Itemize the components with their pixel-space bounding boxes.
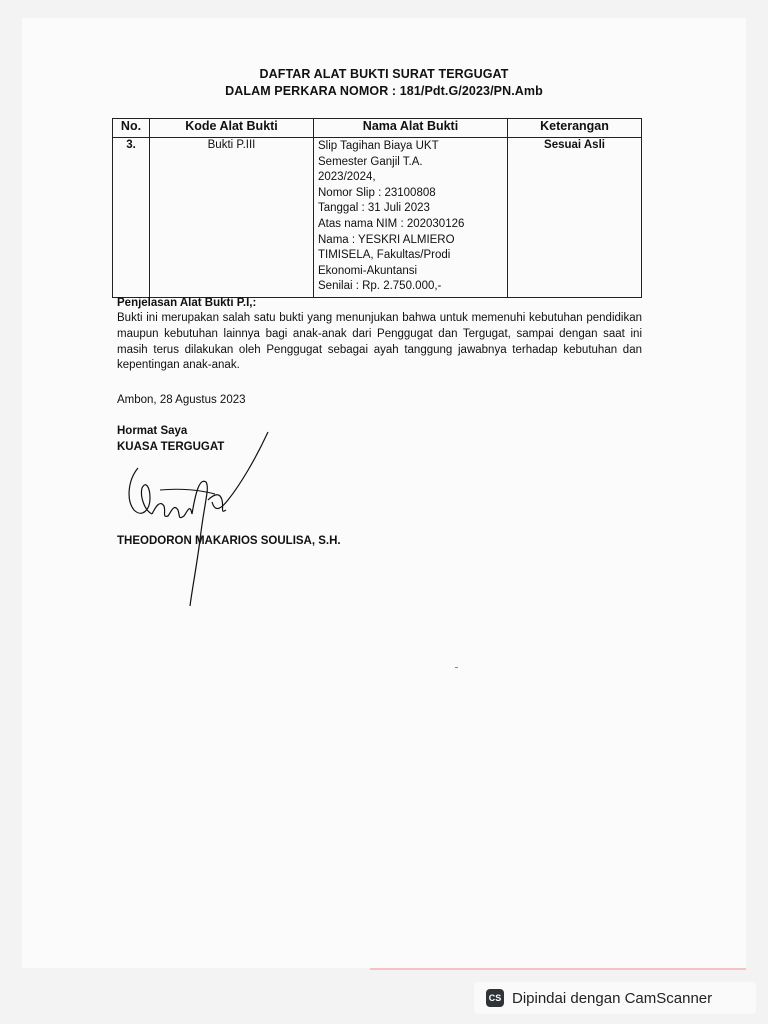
explanation-title: Penjelasan Alat Bukti P.I,: <box>117 297 257 309</box>
case-number-title: DALAM PERKARA NOMOR : 181/Pdt.G/2023/PN.Amb <box>225 84 543 98</box>
camscanner-text: Dipindai dengan CamScanner <box>512 989 713 1007</box>
nama-line: Atas nama NIM : 202030126 <box>318 217 465 230</box>
camscanner-icon: CS <box>486 989 504 1007</box>
camscanner-watermark <box>474 982 756 1014</box>
nama-line: Slip Tagihan Biaya UKT <box>318 140 439 152</box>
header-keterangan: Keterangan <box>508 119 642 138</box>
cell-no: 3. <box>113 138 150 298</box>
cell-keterangan: Sesuai Asli <box>508 138 642 298</box>
place-date: Ambon, 28 Agustus 2023 <box>117 394 246 406</box>
cell-kode: Bukti P.III <box>150 138 314 298</box>
table-row <box>113 138 642 298</box>
table-header-row <box>113 119 642 138</box>
signature-drawing <box>120 430 280 610</box>
scan-speck <box>455 667 458 668</box>
nama-line: Nama : YESKRI ALMIERO <box>318 233 455 246</box>
nama-line: Semester Ganjil T.A. <box>318 155 423 168</box>
nama-line: 2023/2024, <box>318 171 376 184</box>
nama-line: Nomor Slip : 23100808 <box>318 186 436 199</box>
explanation-body: Bukti ini merupakan salah satu bukti yang menunjukan bahwa untuk memenuhi kebutuhan pendidikan maupun kebutuhan lainnya bagi anak-anak dari Penggugat dan Tergugat, sampai dengan saat ini masih terus dilakukan oleh Penggugat sebagai ayah tanggung jawabnya terhadap kebutuhan dan kepentingan anak-anak. <box>117 312 642 372</box>
closing-role: KUASA TERGUGAT <box>117 441 225 453</box>
document-title: DAFTAR ALAT BUKTI SURAT TERGUGAT <box>259 67 509 81</box>
nama-line: Ekonomi-Akuntansi <box>318 264 418 277</box>
nama-line: Senilai : Rp. 2.750.000,- <box>318 280 442 293</box>
nama-line: TIMISELA, Fakultas/Prodi <box>318 249 451 262</box>
evidence-table <box>112 118 642 298</box>
header-no: No. <box>113 119 150 138</box>
header-kode: Kode Alat Bukti <box>150 119 314 138</box>
nama-line: Tanggal : 31 Juli 2023 <box>318 202 430 215</box>
header-nama: Nama Alat Bukti <box>314 119 508 138</box>
closing-greeting: Hormat Saya <box>117 425 188 437</box>
scan-edge-line <box>370 968 746 970</box>
cell-nama <box>314 138 508 298</box>
signer-name: THEODORON MAKARIOS SOULISA, S.H. <box>117 535 341 547</box>
